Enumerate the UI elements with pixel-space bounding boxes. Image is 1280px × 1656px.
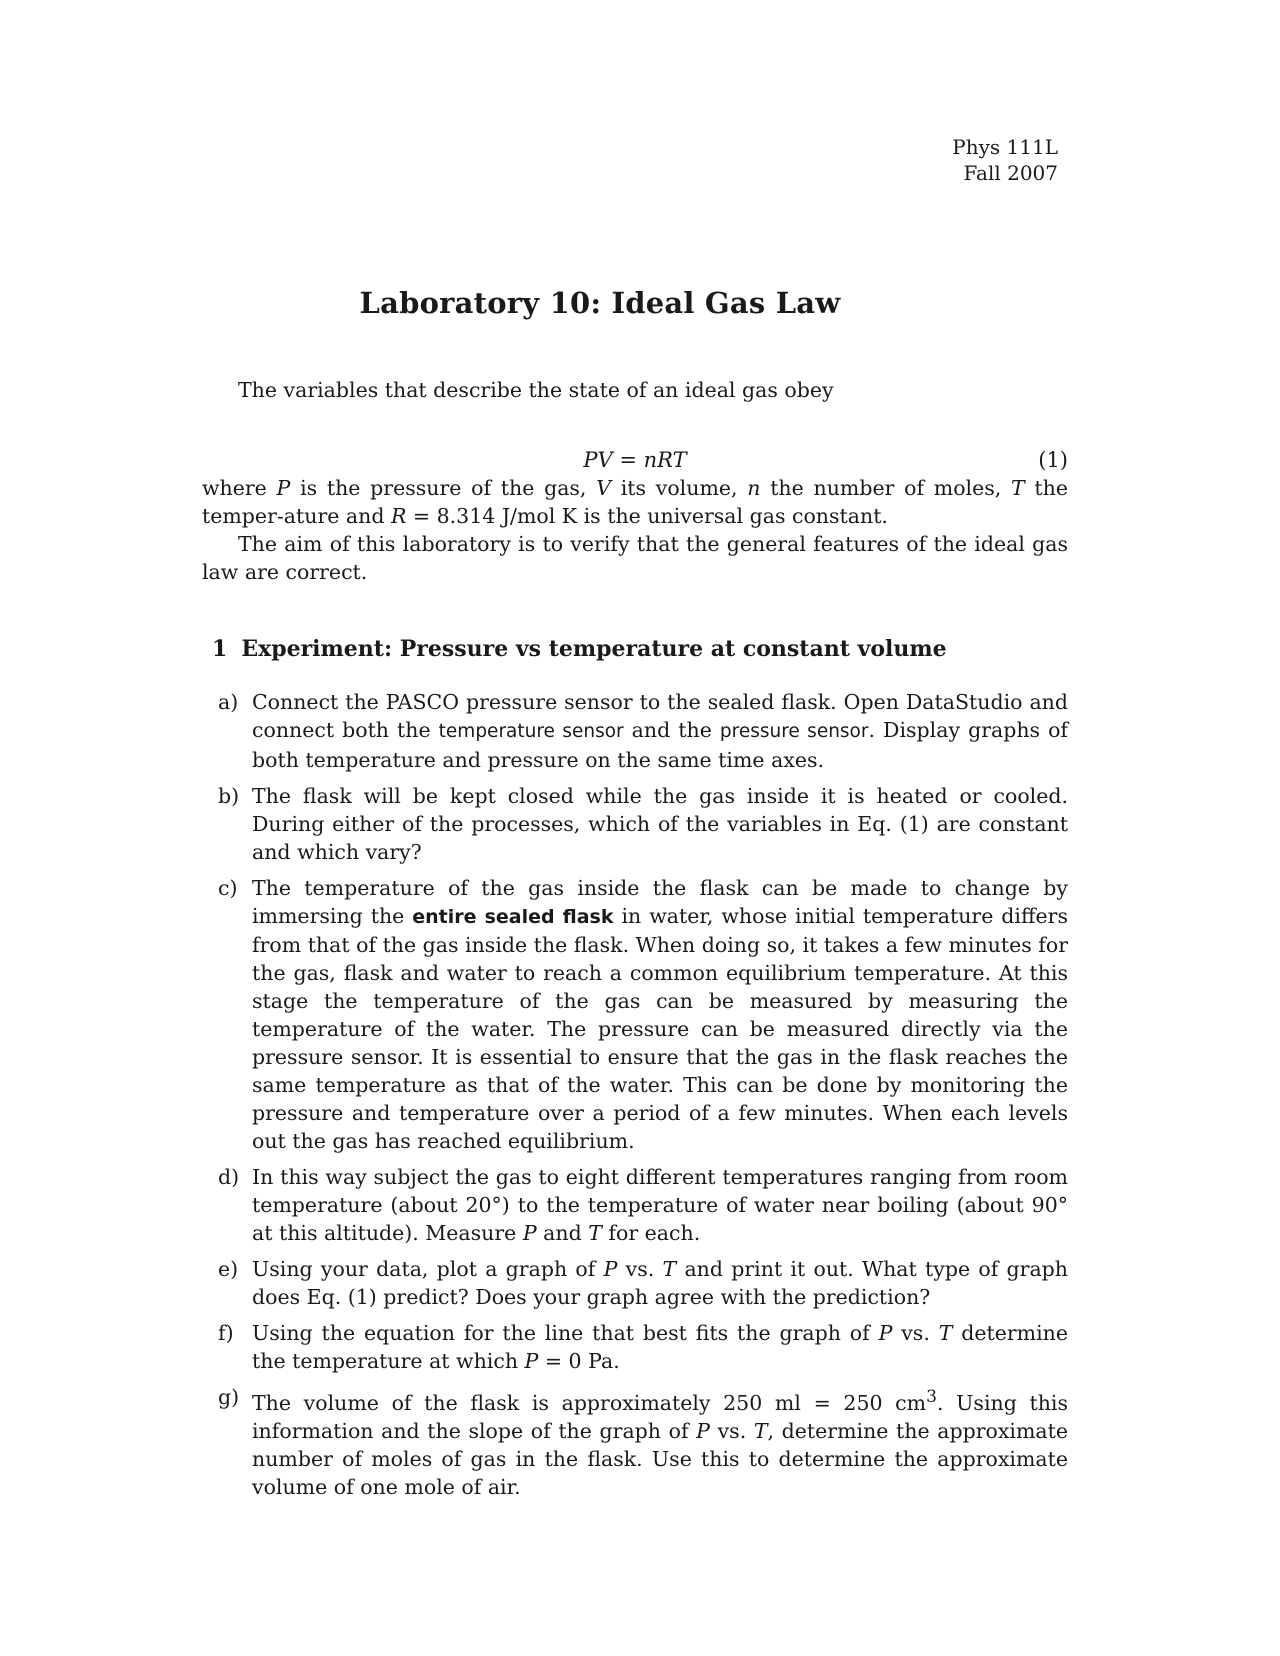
var-P: P [878,1321,893,1345]
course-term: Fall 2007 [963,161,1058,185]
item-label: c) [218,876,238,900]
section-title: Experiment: Pressure vs temperature at constant volume [241,636,947,662]
item-label: b) [218,784,240,808]
text-run: is the pressure of the gas, [290,476,597,500]
item-label: d) [218,1165,240,1189]
text-run: the number of moles, [760,476,1011,500]
var-P: P [524,1349,539,1373]
section-number: 1 [212,636,228,662]
text-run: Using the equation for the line that best fits the graph of [252,1321,879,1345]
text-run: = 8.314 J/mol K is the universal gas constant. [406,504,888,528]
text-run: where [202,476,277,500]
list-item [212,688,1068,774]
var-T: T [938,1321,953,1345]
section-heading [212,636,947,662]
text-run: in water, whose initial temperature differs from that of the gas inside the flask. When doing so, it takes a few minutes for the gas, flask and water to reach a common equilibrium temperature. At this stage the temperature of the gas can be measured by measuring the temperature of the water. The pressure can be measured directly via the pressure sensor. It is essential to ensure that the gas in the flask reaches the same temperature as that of the water. This can be done by monitoring the pressure and temperature over a period of a few minutes. When each levels out the gas has reached equilibrium. [252,904,1069,1153]
text-run: Using your data, plot a graph of [252,1257,604,1281]
item-label: g) [218,1385,240,1409]
var-T: T [753,1418,768,1443]
text-run: The flask will be kept closed while the gas inside it is heated or cooled. During either of the processes, which of the variables in Eq. (1) are constant and which vary? [252,784,1068,864]
list-item [212,1163,1068,1247]
text-run: its volume, [611,476,748,500]
entire-sealed-flask-emphasis: entire sealed flask [412,906,614,928]
text-run: The temperature of the gas inside the flask can be made to change by immersing the [252,876,1068,928]
text-run: Connect the PASCO pressure sensor to the sealed flask. Open DataStudio and connect both the [252,690,1068,742]
text-run: and the [623,718,720,742]
page-title-wrap [0,286,1280,320]
var-P: P [276,476,291,500]
list-item [212,1255,1068,1311]
var-P: P [522,1221,537,1245]
intro-lead: The variables that describe the state of an ideal gas obey [238,378,834,402]
superscript-3: 3 [926,1387,937,1407]
text-run: and [536,1221,589,1245]
page-title: Laboratory 10: Ideal Gas Law [359,286,841,320]
text-run: for each. [601,1221,701,1245]
text-run: and print it out. What type of graph does Eq. (1) predict? Does your graph agree with the prediction? [252,1257,1068,1309]
var-T: T [1011,476,1025,500]
var-T: T [662,1257,677,1281]
var-n: n [747,476,761,500]
var-R: R [390,504,407,528]
var-P: P [696,1418,710,1443]
text-run: In this way subject the gas to eight different temperatures ranging from room temperature (about 20°) to the temperature of water near boiling (about 90° at this altitude). Measure [252,1165,1068,1245]
temperature-sensor-term: temperature sensor [438,721,624,742]
text-run: the temper-ature and [202,476,1068,528]
ideal-gas-equation: PV = nRT [583,448,687,472]
text-run: vs. [709,1418,754,1443]
intro-aim: The aim of this laboratory is to verify that the general features of the ideal gas law are correct. [202,532,1068,584]
procedure-list [212,688,1068,1509]
intro-where-paragraph [202,474,1068,530]
text-run: The volume of the flask is approximately 250 ml = 250 cm [252,1390,927,1415]
list-item [212,874,1068,1155]
text-run: . Using this information and the slope of the graph of [252,1390,1069,1443]
list-item [212,1383,1068,1501]
course-code: Phys 111L [952,135,1058,159]
var-T: T [588,1221,602,1245]
text-run: = 0 Pa. [538,1349,620,1373]
item-label: e) [218,1257,239,1281]
item-label: a) [218,690,239,714]
course-header [952,134,1058,186]
var-P: P [603,1257,618,1281]
list-item [212,782,1068,866]
var-V: V [596,476,611,500]
item-label: f) [218,1321,234,1345]
text-run: . Display graphs of both temperature and pressure on the same time axes. [252,718,1069,772]
pressure-sensor-term: pressure sensor [719,721,869,742]
equation-number: (1) [1038,448,1068,472]
text-run: vs. [617,1257,663,1281]
text-run: determine the temperature at which [252,1321,1068,1373]
text-run: vs. [892,1321,939,1345]
text-run: , determine the approximate number of moles of gas in the flask. Use this to determine the approximate volume of one mole of air. [252,1418,1068,1499]
list-item [212,1319,1068,1375]
